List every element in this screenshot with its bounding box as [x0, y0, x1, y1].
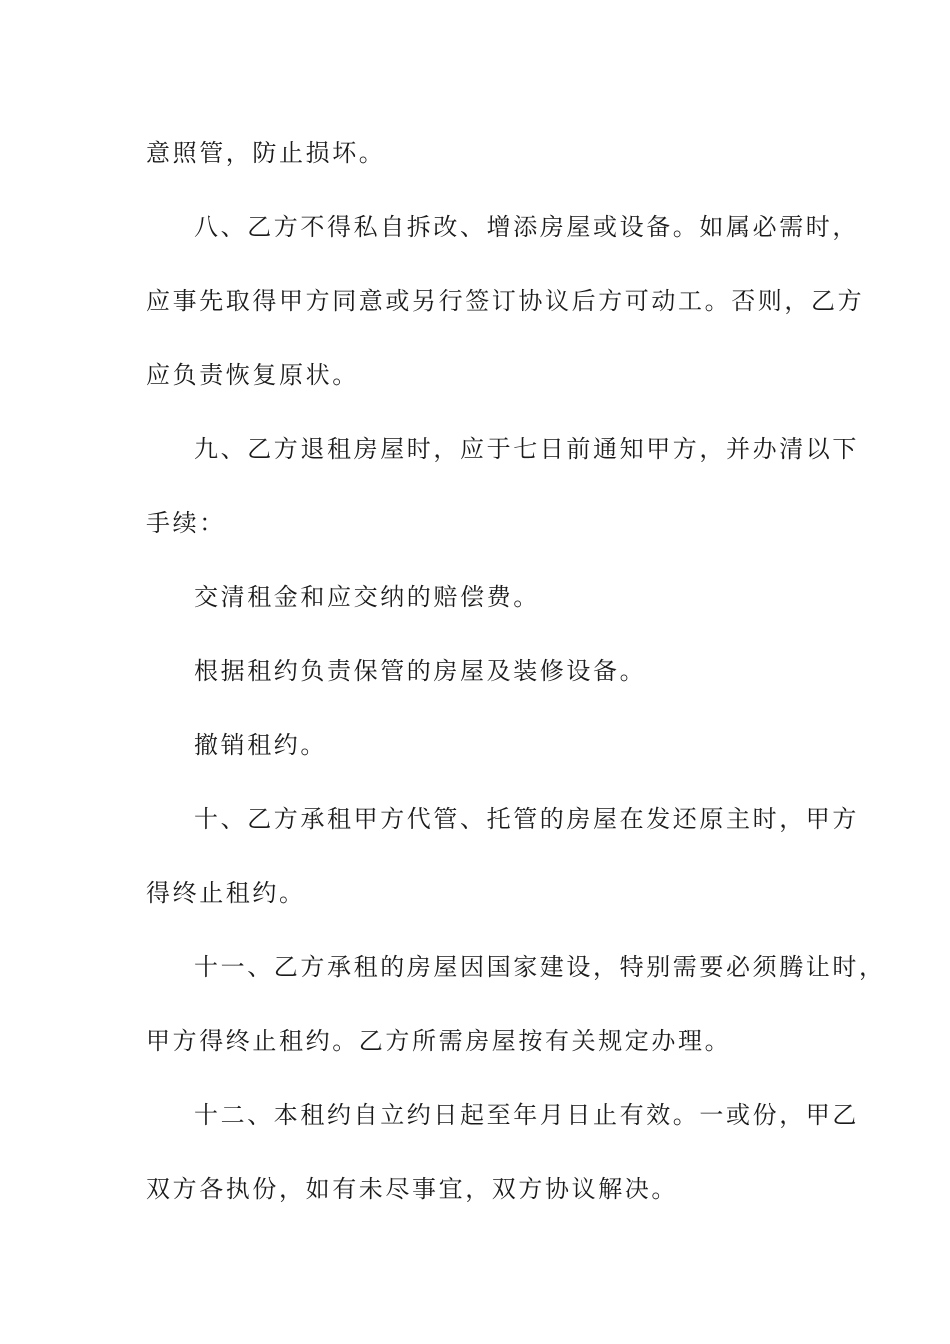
- text-line: 得终止租约。: [146, 879, 306, 907]
- text-line: 应事先取得甲方同意或另行签订协议后方可动工。否则，乙方: [146, 287, 865, 315]
- text-line: 交清租金和应交纳的赔偿费。: [194, 583, 540, 611]
- text-line: 应负责恢复原状。: [146, 361, 359, 389]
- text-line: 双方各执份，如有未尽事宜，双方协议解决。: [146, 1175, 678, 1203]
- text-line: 九、乙方退租房屋时，应于七日前通知甲方，并办清以下: [194, 435, 859, 463]
- text-line: 撤销租约。: [194, 731, 327, 759]
- text-line: 根据租约负责保管的房屋及装修设备。: [194, 657, 647, 685]
- text-line: 八、乙方不得私自拆改、增添房屋或设备。如属必需时，: [194, 213, 859, 241]
- text-line: 十、乙方承租甲方代管、托管的房屋在发还原主时，甲方: [194, 805, 859, 833]
- text-line: 手续：: [146, 509, 226, 537]
- text-line: 甲方得终止租约。乙方所需房屋按有关规定办理。: [146, 1027, 732, 1055]
- text-line: 十二、本租约自立约日起至年月日止有效。一或份，甲乙: [194, 1101, 859, 1129]
- text-line: 十一、乙方承租的房屋因国家建设，特别需要必须腾让时，: [194, 953, 886, 981]
- text-line: 意照管，防止损坏。: [146, 139, 386, 167]
